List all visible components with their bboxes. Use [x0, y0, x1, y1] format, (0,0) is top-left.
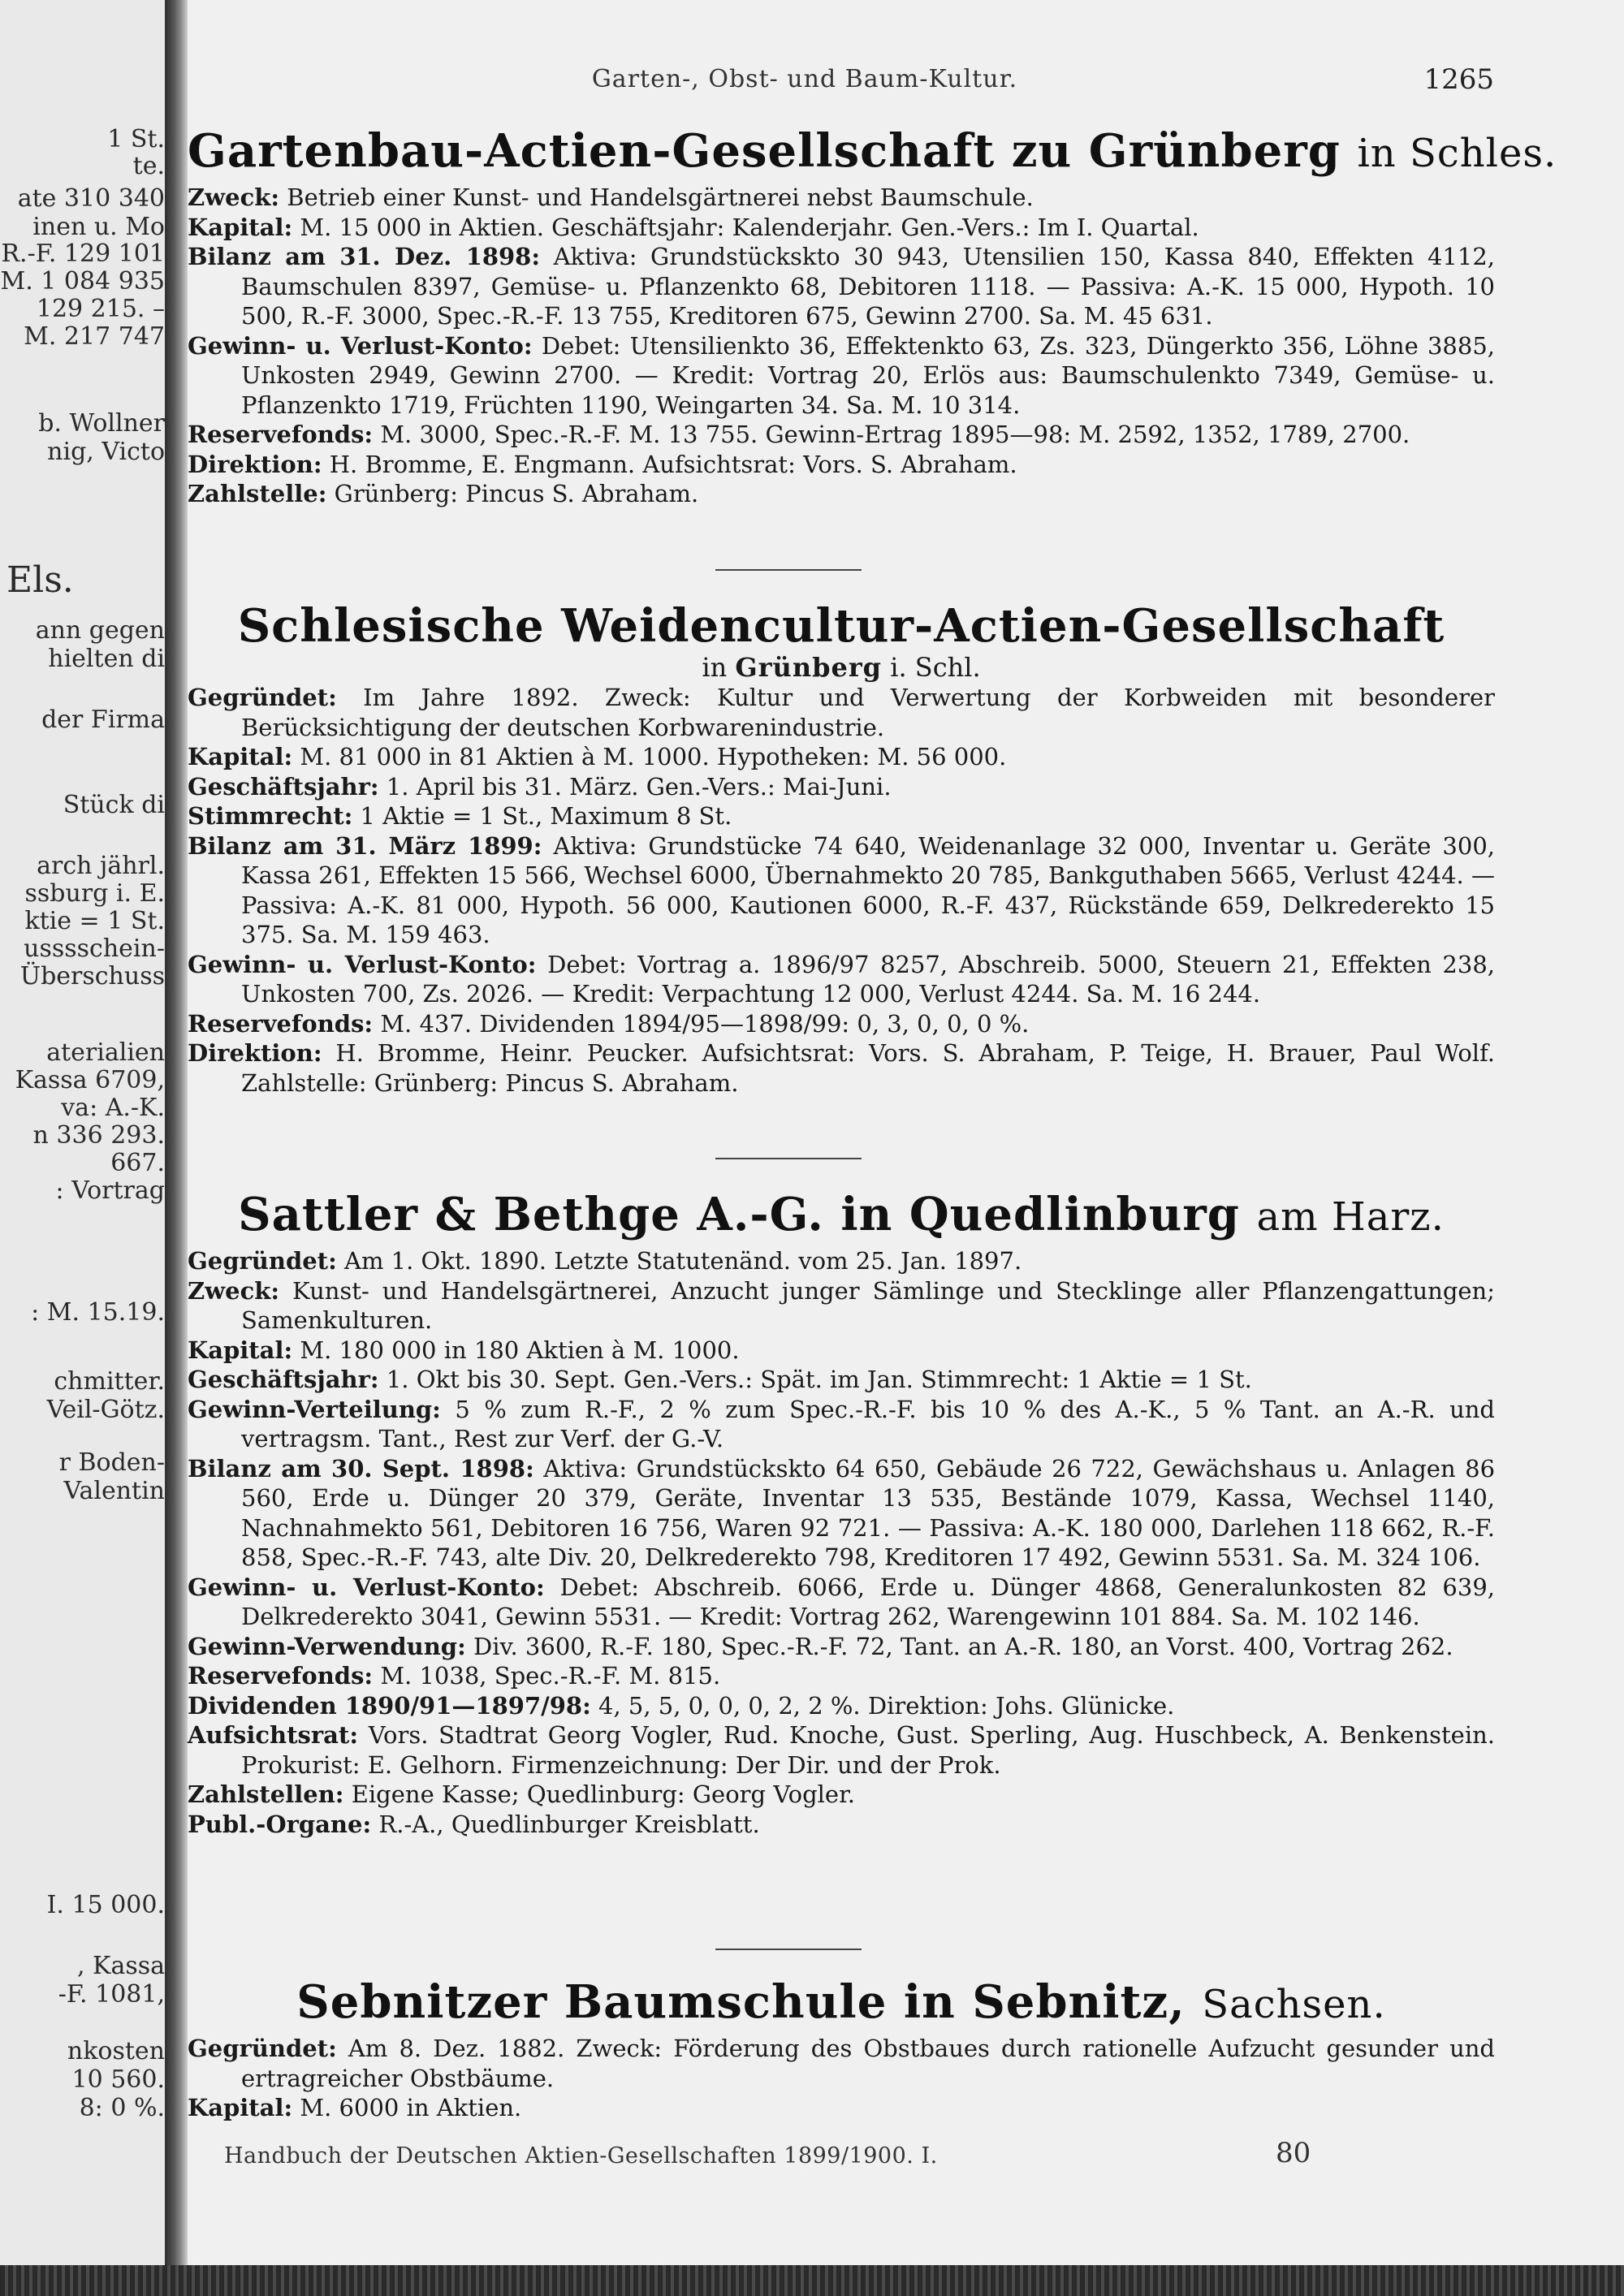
entry-text: 1 Aktie = 1 St., Maximum 8 St. — [360, 802, 732, 830]
entry-text: 5 % zum R.-F., 2 % zum Spec.-R.-F. bis 10 % des A.-K., 5 % Tant. an A.-R. und vertragsm. Tant., Rest zur Verf. der G.-V. — [241, 1395, 1495, 1452]
entry-text: M. 1038, Spec.-R.-F. M. 815. — [380, 1662, 721, 1690]
entry-key: Gewinn- u. Verlust-Konto: — [188, 950, 537, 978]
entry-text: Grünberg: Pincus S. Abraham. — [334, 480, 699, 507]
margin-fragment: der Firma — [41, 706, 165, 734]
entry-paragraph — [188, 420, 1495, 450]
entry-text: Am 8. Dez. 1882. Zweck: Förderung des Obstbaues durch rationelle Aufzucht gesunder und ertragreicher Obstbäume. — [241, 2035, 1495, 2092]
entry-paragraph — [188, 213, 1495, 243]
entry-text: Betrieb einer Kunst- und Handelsgärtnerei nebst Baumschule. — [287, 183, 1034, 211]
entry-text: Am 1. Okt. 1890. Letzte Statutenänd. vom 25. Jan. 1897. — [344, 1247, 1022, 1275]
entry-paragraph — [188, 1691, 1495, 1721]
entry-key: Zweck: — [188, 183, 280, 211]
entry-key: Dividenden 1890/91—1897/98: — [188, 1691, 591, 1720]
entry-key: Reservefonds: — [188, 1009, 374, 1038]
entry-key: Direktion: — [188, 450, 322, 478]
entry-paragraph — [188, 1038, 1495, 1098]
margin-fragment: 10 560. — [71, 2065, 165, 2094]
margin-fragment: M. 217 747 — [24, 322, 165, 351]
previous-page-margin — [0, 0, 166, 2265]
entry-text: Eigene Kasse; Quedlinburg: Georg Vogler. — [351, 1780, 855, 1808]
entry-text: H. Bromme, E. Engmann. Aufsichtsrat: Vors. S. Abraham. — [329, 450, 1017, 478]
entry-key: Geschäftsjahr: — [188, 772, 379, 801]
entry-text: 1. Okt bis 30. Sept. Gen.-Vers.: Spät. im Jan. Stimmrecht: 1 Aktie = 1 St. — [386, 1366, 1252, 1393]
margin-fragment: n 336 293. — [32, 1121, 165, 1150]
entry-text: 4, 5, 5, 0, 0, 0, 2, 2 %. Direktion: Johs. Glünicke. — [598, 1691, 1175, 1720]
margin-fragment: r Boden- — [58, 1448, 165, 1477]
company-details — [188, 2034, 1495, 2123]
entry-paragraph — [188, 1395, 1495, 1454]
entry-text: 1. April bis 31. März. Gen.-Vers.: Mai-Juni. — [386, 772, 892, 801]
margin-fragment: , Kassa — [76, 1952, 165, 1980]
entry-text: Debet: Utensilienkto 36, Effektenkto 63, Zs. 323, Düngerkto 356, Löhne 3885, Unkosten 2949, Gewinn 2700. — Kredit: Vortrag 20, Erlös aus: Baumschulenkto 7349, Gemüse- u. Pflanzenkto 1719, Früchten 1190, Weingarten 34. Sa. M. 10 314. — [241, 331, 1495, 419]
entry-text: Debet: Vortrag a. 1896/97 8257, Abschreib. 5000, Steuern 21, Effekten 238, Unkosten 700, Zs. 2026. — Kredit: Verpachtung 12 000, Verlust 4244. Sa. M. 16 244. — [241, 950, 1495, 1008]
entry-key: Zahlstellen: — [188, 1780, 344, 1808]
company-entry-weidencultur — [188, 597, 1495, 1098]
entry-paragraph — [188, 950, 1495, 1009]
entry-key: Zahlstelle: — [188, 480, 327, 507]
entry-paragraph — [188, 801, 1495, 831]
margin-fragment: nkosten — [67, 2037, 165, 2065]
entry-key: Direktion: — [188, 1039, 322, 1067]
company-location — [188, 652, 1495, 683]
entry-key: Zweck: — [188, 1276, 280, 1305]
company-location: Sachsen. — [1202, 1982, 1386, 2027]
margin-fragment: ate 310 340 — [17, 184, 165, 213]
entry-paragraph — [188, 831, 1495, 950]
entry-paragraph — [188, 1246, 1495, 1276]
scan-edge — [0, 2265, 1624, 2296]
entry-key: Kapital: — [188, 743, 293, 770]
company-name: Schlesische Weidencultur-Actien-Gesellschaft — [237, 599, 1445, 653]
margin-fragment: b. Wollner — [38, 409, 165, 438]
margin-fragment: ann gegen — [35, 616, 165, 645]
entry-key: Reservefonds: — [188, 1662, 374, 1690]
entry-key: Stimmrecht: — [188, 802, 353, 830]
entry-paragraph — [188, 1780, 1495, 1810]
subtitle-prefix: in — [702, 652, 728, 683]
book-footer: Handbuch der Deutschen Aktien-Gesellschaften 1899/1900. I. — [224, 2143, 938, 2169]
entry-paragraph — [188, 331, 1495, 421]
entry-paragraph — [188, 450, 1495, 480]
entry-paragraph — [188, 1810, 1495, 1840]
running-head: Garten-, Obst- und Baum-Kultur. — [591, 65, 1018, 93]
margin-fragment: aterialien — [46, 1038, 165, 1067]
entry-key: Aufsichtsrat: — [188, 1721, 359, 1749]
entry-paragraph — [188, 479, 1495, 509]
signature-number: 80 — [1276, 2137, 1311, 2169]
entry-key: Bilanz am 31. März 1899: — [188, 831, 542, 860]
entry-paragraph — [188, 742, 1495, 772]
entry-text: Vors. Stadtrat Georg Vogler, Rud. Knoche, Gust. Sperling, Aug. Huschbeck, A. Benkenstein. Prokurist: E. Gelhorn. Firmenzeichnung: Der Dir. und der Prok. — [241, 1721, 1495, 1779]
company-name: Gartenbau-Actien-Gesellschaft zu Grünberg — [188, 124, 1341, 178]
section-divider — [715, 569, 862, 571]
entry-text: Debet: Abschreib. 6066, Erde u. Dünger 4868, Generalunkosten 82 639, Delkrederekto 3041, Gewinn 5531. — Kredit: Vortrag 262, Warengewinn 101 884. Sa. M. 102 146. — [241, 1573, 1495, 1630]
margin-fragment: : Vortrag — [55, 1176, 165, 1205]
entry-key: Gewinn-Verwendung: — [188, 1632, 466, 1660]
entry-key: Publ.-Organe: — [188, 1810, 372, 1838]
entry-paragraph — [188, 1276, 1495, 1336]
margin-fragment: inen u. Mo — [32, 213, 165, 241]
entry-key: Gegründet: — [188, 684, 337, 711]
company-title — [188, 1185, 1495, 1246]
company-title — [188, 597, 1495, 655]
entry-paragraph — [188, 242, 1495, 331]
margin-fragment: 129 215. – — [36, 295, 165, 323]
entry-text: M. 15 000 in Aktien. Geschäftsjahr: Kalenderjahr. Gen.-Vers.: Im I. Quartal. — [300, 213, 1199, 241]
margin-fragment: hielten di — [48, 645, 165, 673]
margin-fragment: ssburg i. E. — [24, 879, 165, 908]
entry-paragraph — [188, 1632, 1495, 1662]
entry-paragraph — [188, 1009, 1495, 1039]
margin-fragment: ktie = 1 St. — [24, 907, 165, 935]
entry-paragraph — [188, 1365, 1495, 1395]
entry-text: Im Jahre 1892. Zweck: Kultur und Verwertung der Korbweiden mit besonderer Berücksichtigung der deutschen Korbwarenindustrie. — [241, 684, 1496, 741]
company-title — [188, 1973, 1495, 2034]
entry-key: Reservefonds: — [188, 421, 374, 448]
entry-key: Bilanz am 31. Dez. 1898: — [188, 243, 541, 270]
entry-paragraph — [188, 683, 1495, 742]
entry-paragraph — [188, 183, 1495, 213]
entry-text: R.-A., Quedlinburger Kreisblatt. — [378, 1810, 760, 1838]
entry-text: M. 6000 in Aktien. — [300, 2094, 522, 2121]
entry-key: Gewinn-Verteilung: — [188, 1395, 441, 1423]
entry-text: M. 81 000 in 81 Aktien à M. 1000. Hypotheken: M. 56 000. — [300, 743, 1007, 770]
company-location: in Schles. — [1357, 131, 1557, 176]
section-divider — [715, 1158, 862, 1159]
entry-text: M. 3000, Spec.-R.-F. M. 13 755. Gewinn-Ertrag 1895—98: M. 2592, 1352, 1789, 2700. — [380, 421, 1410, 448]
company-title — [188, 122, 1557, 183]
entry-key: Kapital: — [188, 2094, 293, 2121]
entry-key: Gegründet: — [188, 1247, 337, 1275]
book-gutter — [165, 0, 188, 2265]
company-details — [188, 1246, 1495, 1839]
margin-fragment: 8: 0 %. — [79, 2094, 165, 2122]
company-details — [188, 183, 1495, 509]
entry-key: Gegründet: — [188, 2035, 337, 2062]
margin-fragment: Stück di — [63, 791, 165, 819]
entry-paragraph — [188, 772, 1495, 802]
company-location: am Harz. — [1256, 1194, 1445, 1240]
margin-fragment: -F. 1081, — [58, 1980, 165, 2009]
entry-paragraph — [188, 1573, 1495, 1632]
margin-fragment: Els. — [6, 559, 74, 601]
company-details — [188, 683, 1495, 1098]
entry-paragraph — [188, 1661, 1495, 1691]
page — [188, 0, 1624, 2265]
margin-fragment: te. — [132, 152, 165, 180]
entry-paragraph — [188, 1720, 1495, 1780]
entry-key: Geschäftsjahr: — [188, 1366, 379, 1393]
margin-fragment: usssschein- — [24, 934, 165, 963]
company-entry-sattler-bethge — [188, 1185, 1495, 1839]
margin-fragment: Valentin — [63, 1477, 165, 1505]
margin-fragment: Überschuss — [19, 962, 165, 990]
margin-fragment: I. 15 000. — [46, 1891, 165, 1919]
entry-text: Kunst- und Handelsgärtnerei, Anzucht junger Sämlinge und Stecklinge aller Pflanzengattungen; Samenkulturen. — [241, 1276, 1496, 1334]
section-divider — [715, 1949, 862, 1950]
entry-text: M. 180 000 in 180 Aktien à M. 1000. — [300, 1336, 740, 1364]
entry-paragraph — [188, 2034, 1495, 2093]
company-entry-gartenbau — [188, 122, 1557, 509]
entry-text: Div. 3600, R.-F. 180, Spec.-R.-F. 72, Tant. an A.-R. 180, an Vorst. 400, Vortrag 262. — [473, 1632, 1453, 1660]
company-name: Sattler & Bethge A.-G. in Quedlinburg — [238, 1188, 1240, 1241]
margin-fragment: M. 1 084 935 — [0, 267, 165, 296]
margin-fragment: : M. 15.19. — [31, 1298, 165, 1327]
margin-fragment: Veil-Götz. — [46, 1396, 165, 1424]
margin-fragment: chmitter. — [54, 1367, 165, 1396]
entry-key: Bilanz am 30. Sept. 1898: — [188, 1454, 534, 1482]
company-entry-sebnitzer — [188, 1973, 1495, 2123]
entry-text: Aktiva: Grundstückskto 30 943, Utensilien 150, Kassa 840, Effekten 4112, Baumschulen 8397, Gemüse- u. Pflanzenkto 68, Debitoren 1118. — Passiva: A.-K. 15 000, Hypoth. 10 500, R.-F. 3000, Spec.-R.-F. 13 755, Kreditoren 675, Gewinn 2700. Sa. M. 45 631. — [241, 243, 1495, 330]
margin-fragment: va: A.-K. — [61, 1094, 165, 1122]
entry-paragraph — [188, 1454, 1495, 1573]
margin-fragment: nig, Victo — [47, 438, 165, 466]
company-name: Sebnitzer Baumschule in Sebnitz, — [296, 1975, 1186, 2029]
entry-paragraph — [188, 2093, 1495, 2123]
margin-fragment: Kassa 6709, — [15, 1066, 165, 1094]
subtitle-suffix: i. Schl. — [890, 652, 981, 683]
entry-key: Kapital: — [188, 213, 293, 241]
margin-fragment: R.-F. 129 101 — [1, 240, 165, 268]
subtitle-city: Grünberg — [735, 652, 883, 683]
entry-text: Aktiva: Grundstückskto 64 650, Gebäude 26 722, Gewächshaus u. Anlagen 86 560, Erde u. Dünger 20 379, Geräte, Inventar 13 535, Bestände 1079, Kassa, Wechsel 1140, Nachnahmekto 561, Debitoren 16 756, Waren 92 721. — Passiva: A.-K. 180 000, Darlehen 118 662, R.-F. 858, Spec.-R.-F. 743, alte Div. 20, Delkrederekto 798, Kreditoren 17 492, Gewinn 5531. Sa. M. 324 106. — [241, 1454, 1496, 1571]
margin-fragment: 667. — [110, 1149, 165, 1177]
page-number: 1265 — [1423, 63, 1494, 96]
margin-fragment: 1 St. — [107, 125, 165, 153]
entry-text: Aktiva: Grundstücke 74 640, Weidenanlage 32 000, Inventar u. Geräte 300, Kassa 261, Effekten 15 566, Wechsel 6000, Übernahmekto 20 785, Bankguthaben 5665, Verlust 4244. — Passiva: A.-K. 81 000, Hypoth. 56 000, Kautionen 6000, R.-F. 437, Rückstände 659, Delkrederekto 15 375. Sa. M. 159 463. — [241, 831, 1495, 948]
margin-fragment: arch jährl. — [37, 852, 165, 880]
entry-text: M. 437. Dividenden 1894/95—1898/99: 0, 3, 0, 0, 0 %. — [380, 1009, 1030, 1038]
entry-paragraph — [188, 1336, 1495, 1366]
entry-key: Gewinn- u. Verlust-Konto: — [188, 331, 533, 360]
entry-key: Gewinn- u. Verlust-Konto: — [188, 1573, 545, 1601]
entry-key: Kapital: — [188, 1336, 293, 1364]
entry-text: H. Bromme, Heinr. Peucker. Aufsichtsrat: Vors. S. Abraham, P. Teige, H. Brauer, Paul Wolf. Zahlstelle: Grünberg: Pincus S. Abraham. — [241, 1039, 1496, 1097]
